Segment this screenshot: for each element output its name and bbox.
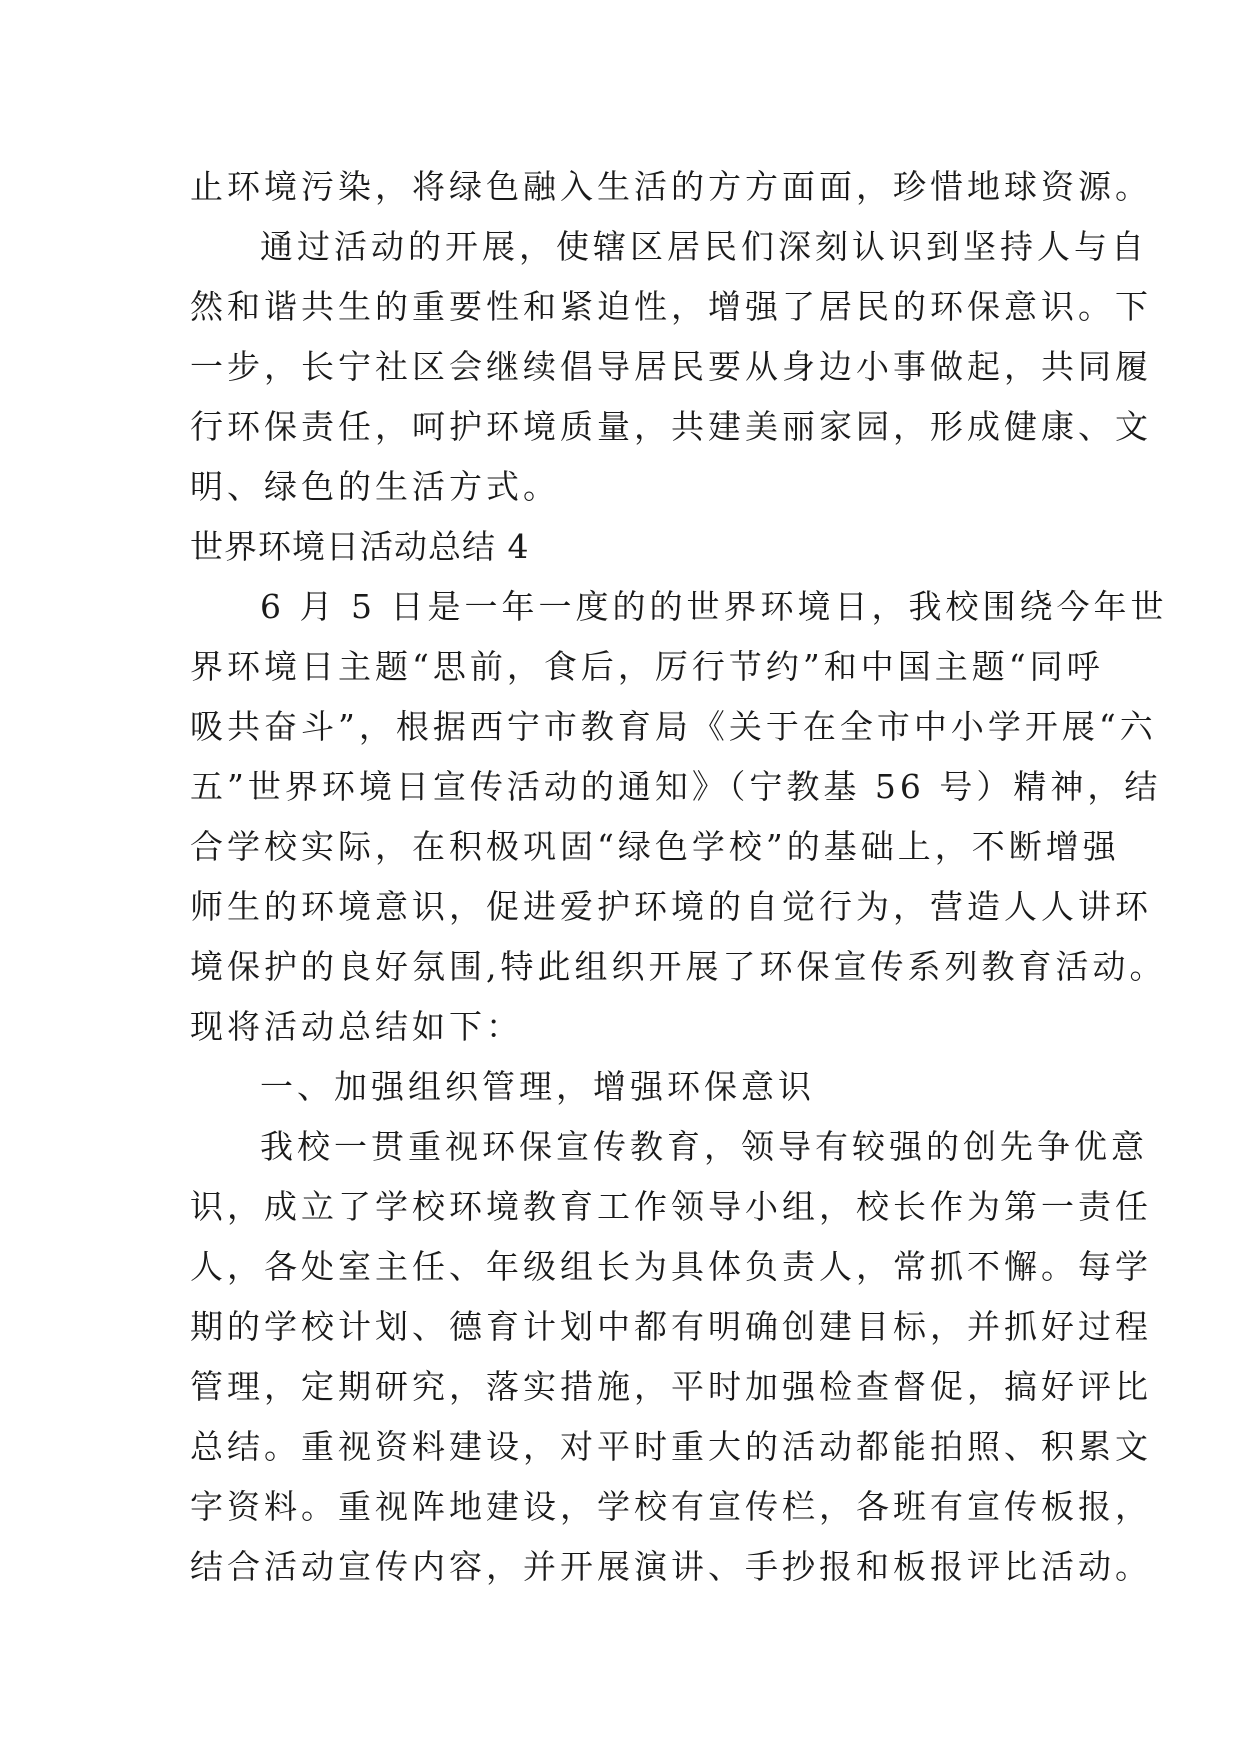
paragraph-line: 界环境日主题“思前，食后，厉行节约”和中国主题“同呼 — [190, 647, 1104, 686]
paragraph-line: 五”世界环境日宣传活动的通知》（宁教基 56 号）精神，结 — [190, 767, 1162, 806]
paragraph-line: 吸共奋斗”，根据西宁市教育局《关于在全市中小学开展“六 — [190, 707, 1157, 746]
paragraph-line: 然和谐共生的重要性和紧迫性，增强了居民的环保意识。下 — [190, 287, 1152, 326]
paragraph-line: 期的学校计划、德育计划中都有明确创建目标，并抓好过程 — [190, 1307, 1152, 1346]
document-body — [190, 157, 1168, 1597]
paragraph-line: 一步，长宁社区会继续倡导居民要从身边小事做起，共同履 — [190, 347, 1152, 386]
paragraph-line: 行环保责任，呵护环境质量，共建美丽家园，形成健康、文 — [190, 407, 1152, 446]
paragraph-line: 6 月 5 日是一年一度的的世界环境日，我校围绕今年世 — [260, 587, 1168, 626]
paragraph-line: 人，各处室主任、年级组长为具体负责人，常抓不懈。每学 — [190, 1247, 1152, 1286]
paragraph-line: 通过活动的开展，使辖区居民们深刻认识到坚持人与自 — [260, 227, 1148, 266]
paragraph-line: 境保护的良好氛围,特此组织开展了环保宣传系列教育活动。 — [190, 947, 1167, 986]
paragraph-line: 我校一贯重视环保宣传教育，领导有较强的创先争优意 — [260, 1127, 1148, 1166]
paragraph-line: 合学校实际，在积极巩固“绿色学校”的基础上，不断增强 — [190, 827, 1120, 866]
paragraph-line: 师生的环境意识，促进爱护环境的自觉行为，营造人人讲环 — [190, 887, 1152, 926]
paragraph-line: 止环境污染，将绿色融入生活的方方面面，珍惜地球资源。 — [190, 167, 1152, 206]
paragraph-line: 字资料。重视阵地建设，学校有宣传栏，各班有宣传板报， — [190, 1487, 1152, 1526]
section-heading: 世界环境日活动总结 4 — [190, 527, 530, 566]
paragraph-line: 结合活动宣传内容，并开展演讲、手抄报和板报评比活动。 — [190, 1547, 1152, 1586]
paragraph-line: 明、绿色的生活方式。 — [190, 467, 560, 506]
subheading: 一、加强组织管理，增强环保意识 — [260, 1067, 815, 1106]
paragraph-line: 识，成立了学校环境教育工作领导小组，校长作为第一责任 — [190, 1187, 1152, 1226]
paragraph-line: 现将活动总结如下： — [190, 1007, 523, 1046]
paragraph-line: 总结。重视资料建设，对平时重大的活动都能拍照、积累文 — [190, 1427, 1152, 1466]
paragraph-line: 管理，定期研究，落实措施，平时加强检查督促，搞好评比 — [190, 1367, 1152, 1406]
